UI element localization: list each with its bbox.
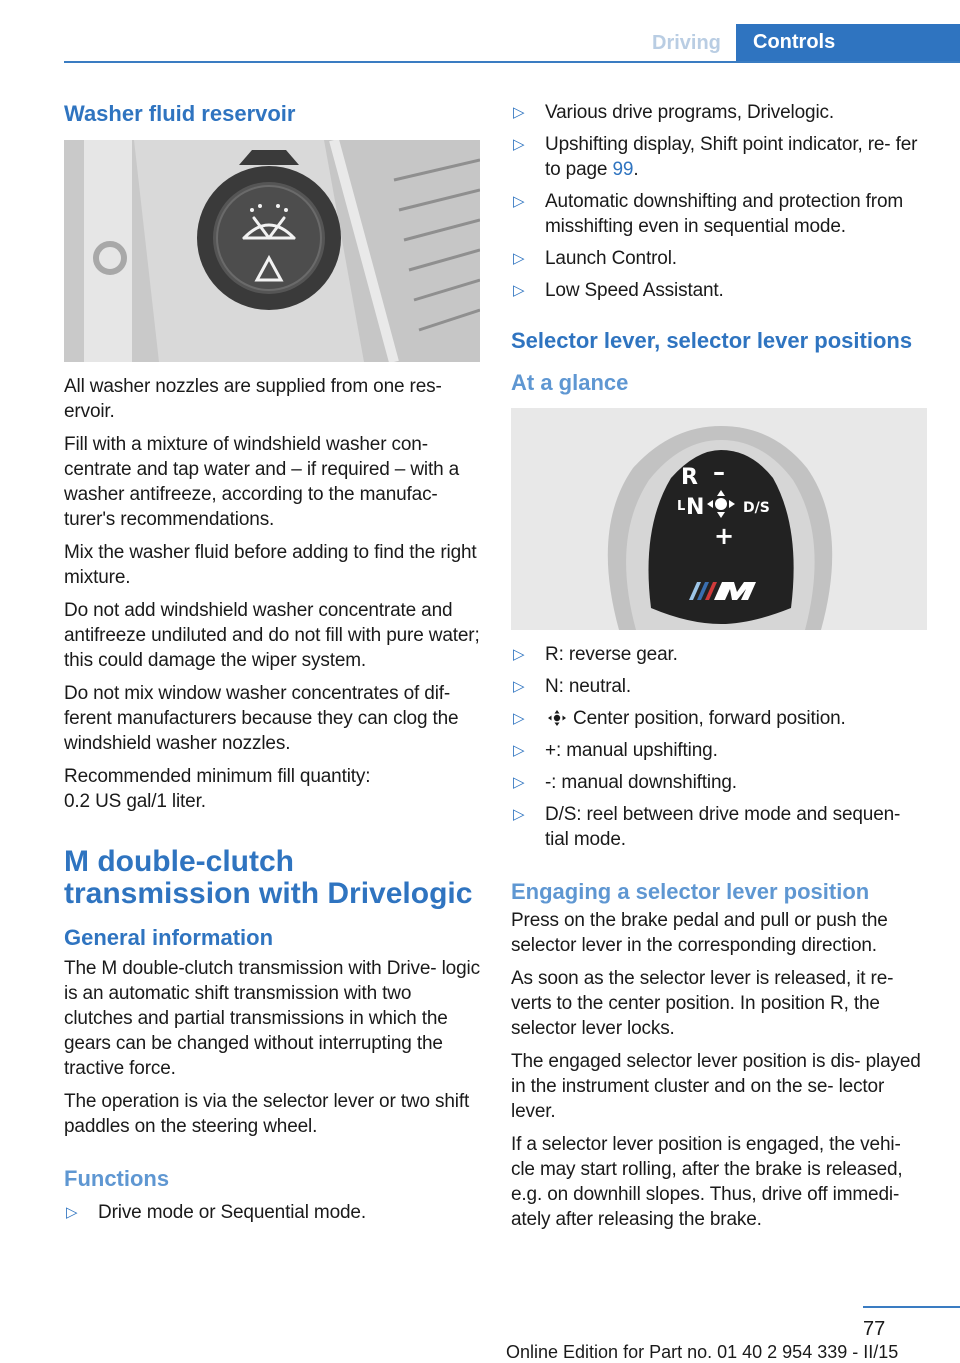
- list-item: ▷ Automatic downshifting and protection from misshifting even in sequential mode.: [513, 191, 904, 237]
- list-item: ▷ N: neutral.: [513, 676, 632, 697]
- right-column: [511, 100, 929, 1240]
- engaging-paragraph: As soon as the selector lever is released, it re‐ verts to the center position. In position R, the selector lever locks.: [511, 967, 894, 1039]
- list-item: ▷ R: reverse gear.: [513, 644, 678, 665]
- page-reference-link[interactable]: 99: [612, 159, 634, 180]
- washer-reservoir-figure: [64, 140, 480, 362]
- washer-paragraph: Mix the washer fluid before adding to find the right mixture.: [64, 541, 477, 588]
- knob-label-minus: –: [713, 458, 725, 486]
- functions-list-continued: [511, 100, 929, 303]
- functions-list: [64, 1200, 482, 1225]
- bullet-triangle-icon: ▷: [513, 282, 525, 299]
- engaging-paragraph: If a selector lever position is engaged, the vehi‐ cle may start rolling, after the brake is released, e.g. on downhill slopes. Thus, drive off immedi‐ ately after releasing the brake.: [511, 1133, 903, 1230]
- list-item: ▷ Various drive programs, Drivelogic.: [513, 102, 834, 123]
- bullet-triangle-icon: ▷: [513, 136, 525, 153]
- bullet-triangle-icon: ▷: [513, 104, 525, 121]
- fill-quantity-label: Recommended minimum fill quantity:: [64, 765, 371, 787]
- list-item: ▷ Upshifting display, Shift point indicator, re‐ fer to page 99.: [513, 134, 918, 180]
- engaging-paragraph: The engaged selector lever position is dis‐ played in the instrument cluster and on the se‐ lector lever.: [511, 1050, 921, 1122]
- general-paragraph: The operation is via the selector lever or two shift paddles on the steering wheel.: [64, 1090, 470, 1137]
- center-position-icon: [545, 709, 569, 727]
- left-column: [64, 100, 482, 1232]
- washer-paragraph: Do not add windshield washer concentrate and antifreeze undiluted and do not fill with pure water; this could damage the wiper system.: [64, 599, 480, 671]
- page-header: [0, 0, 960, 62]
- transmission-main-heading: M double-clutch transmission with Drivelogic: [64, 844, 473, 910]
- washer-paragraph: Do not mix window washer concentrates of dif‐ ferent manufacturers because they can clog the windshield washer nozzles.: [64, 682, 459, 754]
- functions-heading: Functions: [64, 1165, 170, 1191]
- washer-paragraph: All washer nozzles are supplied from one res‐ ervoir.: [64, 375, 442, 422]
- edition-footer: Online Edition for Part no. 01 40 2 954 339 - II/15: [506, 1342, 899, 1362]
- header-chapter-tab[interactable]: Controls: [736, 24, 960, 62]
- at-a-glance-heading: At a glance: [511, 369, 629, 395]
- selector-lever-figure: [511, 408, 927, 630]
- bullet-triangle-icon: ▷: [66, 1204, 78, 1222]
- list-item: ▷ +: manual upshifting.: [513, 740, 718, 761]
- selector-positions-list: [511, 642, 929, 852]
- engaging-paragraph: Press on the brake pedal and pull or push the selector lever in the corresponding direction.: [511, 909, 888, 956]
- selector-lever-heading: Selector lever, selector lever positions: [511, 328, 913, 353]
- knob-label-plus: +: [714, 522, 735, 550]
- washer-paragraph: Fill with a mixture of windshield washer con‐ centrate and tap water and – if required – with a washer antifreeze, according to the manufac‐ turer's recommendations.: [64, 433, 460, 530]
- general-paragraph: The M double-clutch transmission with Drive‐ logic is an automatic shift transmission with two clutches and partial transmissions in which the gears can be changed without interrupting the tractive force.: [64, 957, 480, 1079]
- selector-lever-illustration: [511, 408, 927, 630]
- bullet-triangle-icon: ▷: [513, 646, 525, 663]
- fill-quantity-value: 0.2 US gal/1 liter.: [64, 790, 206, 812]
- bullet-triangle-icon: ▷: [513, 774, 525, 791]
- washer-reservoir-illustration: [64, 140, 480, 362]
- knob-label-r: R: [681, 465, 698, 490]
- footer-rule: [863, 1306, 960, 1308]
- bullet-triangle-icon: ▷: [513, 742, 525, 759]
- page-number: 77: [863, 1318, 886, 1340]
- list-item: ▷ Drive mode or Sequential mode.: [66, 1202, 366, 1224]
- header-section-tab[interactable]: Driving: [652, 32, 721, 54]
- bullet-triangle-icon: ▷: [513, 710, 525, 727]
- fill-quantity: [64, 764, 482, 814]
- bullet-triangle-icon: ▷: [513, 678, 525, 695]
- knob-label-l: L: [677, 499, 686, 514]
- bullet-triangle-icon: ▷: [513, 193, 525, 210]
- general-information-heading: General information: [64, 925, 274, 951]
- list-item: ▷ Low Speed Assistant.: [513, 280, 724, 301]
- list-item: ▷ Center position, forward position.: [513, 708, 846, 729]
- knob-label-ds: D/S: [743, 500, 770, 516]
- list-item: ▷ -: manual downshifting.: [513, 772, 737, 793]
- list-item: ▷ Launch Control.: [513, 248, 677, 269]
- engaging-heading: Engaging a selector lever position: [511, 879, 870, 904]
- bullet-triangle-icon: ▷: [513, 806, 525, 823]
- list-item: ▷ D/S: reel between drive mode and sequen‐ tial mode.: [513, 804, 901, 850]
- washer-fluid-heading: Washer fluid reservoir: [64, 101, 296, 126]
- bullet-triangle-icon: ▷: [513, 250, 525, 267]
- knob-label-n: N: [686, 495, 705, 520]
- header-rule: [64, 61, 960, 63]
